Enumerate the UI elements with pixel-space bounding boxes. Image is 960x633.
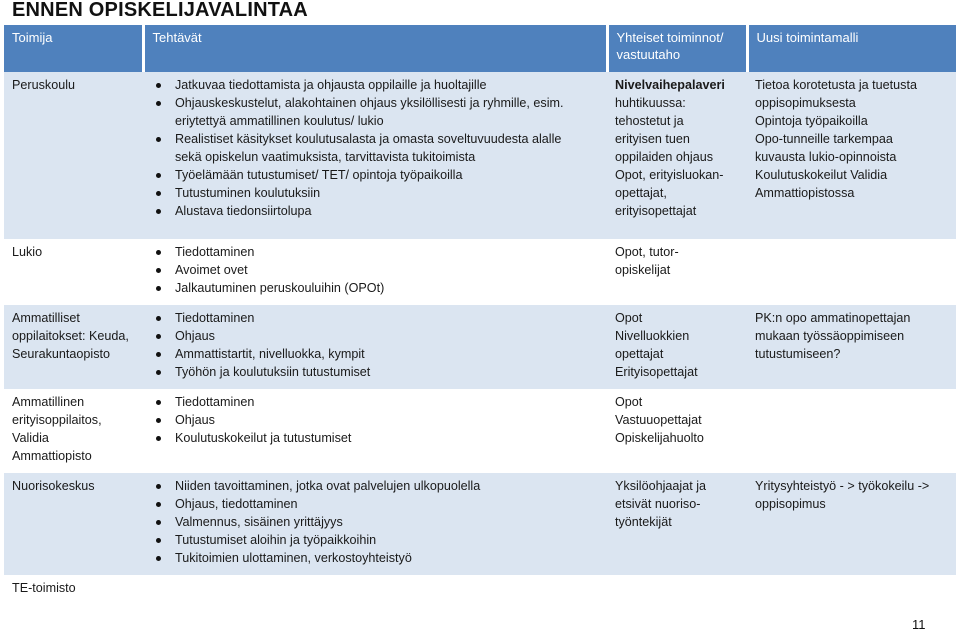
bullet-item: Työelämään tutustumiset/ TET/ opintoja työpaikoilla — [147, 166, 603, 184]
yhteiset-line: työntekijät — [615, 515, 672, 529]
yhteiset-cell — [607, 575, 747, 609]
yhteiset-heading: Nivelvaihepalaveri — [615, 78, 725, 92]
bullet-item-continuation: eriytettyä ammatillinen koulutus/ lukio — [175, 114, 384, 128]
bullet-item: Niiden tavoittaminen, jotka ovat palvelujen ulkopuolella — [147, 477, 603, 495]
bullet-item: Ohjauskeskustelut, alakohtainen ohjaus yksilöllisesti ja ryhmille, esim. — [147, 94, 603, 112]
table-row — [4, 305, 956, 389]
yhteiset-line: Opot — [615, 311, 643, 325]
header-tehtavat: Tehtävät — [143, 25, 607, 72]
bullet-item: Tiedottaminen — [147, 243, 603, 261]
yhteiset-line: etsivät nuoriso- — [615, 497, 701, 511]
bullet-item: Realistiset käsitykset koulutusalasta ja omasta soveltuvuudesta alalle — [147, 130, 603, 148]
uusi-line: Ammattiopistossa — [755, 186, 855, 200]
uusi-cell — [747, 72, 956, 239]
table-row — [4, 389, 956, 473]
uusi-line: mukaan työssäoppimiseen — [755, 329, 905, 343]
uusi-line: oppisopimus — [755, 497, 826, 511]
bullet-item: Tiedottaminen — [147, 309, 603, 327]
bullet-item: Alustava tiedonsiirtolupa — [147, 202, 603, 220]
uusi-cell — [747, 575, 956, 609]
yhteiset-line: Vastuuopettajat — [615, 413, 702, 427]
uusi-cell — [747, 389, 956, 473]
bullet-item: Ohjaus, tiedottaminen — [147, 495, 603, 513]
bullet-item: Koulutuskokeilut ja tutustumiset — [147, 429, 603, 447]
yhteiset-line: huhtikuussa: — [615, 96, 686, 110]
uusi-cell — [747, 305, 956, 389]
toimija-cell — [4, 72, 143, 239]
header-toimija: Toimija — [4, 25, 143, 72]
toimija-line: Ammatilliset — [12, 311, 80, 325]
bullet-item: Avoimet ovet — [147, 261, 603, 279]
yhteiset-line: tehostetut ja — [615, 114, 684, 128]
header-yhteiset: Yhteiset toiminnot/ vastuutaho — [607, 25, 747, 72]
tehtavat-cell — [143, 72, 607, 239]
header-uusi: Uusi toimintamalli — [747, 25, 956, 72]
toimija-cell — [4, 305, 143, 389]
toimija-cell — [4, 239, 143, 305]
yhteiset-line: erityisen tuen — [615, 132, 690, 146]
yhteiset-line: oppilaiden ohjaus — [615, 150, 714, 164]
tehtavat-cell — [143, 239, 607, 305]
yhteiset-line: opiskelijat — [615, 263, 671, 277]
table-row — [4, 473, 956, 575]
yhteiset-line: Opot — [615, 395, 643, 409]
page-title: ENNEN OPISKELIJAVALINTAA — [12, 0, 308, 21]
yhteiset-line: opettajat, — [615, 186, 667, 200]
bullet-item: Tiedottaminen — [147, 393, 603, 411]
toimija-line: TE-toimisto — [12, 581, 76, 595]
tehtavat-cell — [143, 473, 607, 575]
table-row — [4, 72, 956, 239]
tehtavat-cell — [143, 575, 607, 609]
transition-table — [4, 25, 956, 609]
yhteiset-line: Opiskelijahuolto — [615, 431, 704, 445]
bullet-item: Tutustuminen koulutuksiin — [147, 184, 603, 202]
toimija-line: Ammattiopisto — [12, 449, 92, 463]
toimija-cell — [4, 575, 143, 609]
yhteiset-cell — [607, 389, 747, 473]
bullet-item: Ohjaus — [147, 411, 603, 429]
yhteiset-line: opettajat — [615, 347, 664, 361]
yhteiset-line: Opot, tutor- — [615, 245, 679, 259]
bullet-item: Ammattistartit, nivelluokka, kympit — [147, 345, 603, 363]
toimija-line: Seurakuntaopisto — [12, 347, 111, 361]
toimija-cell — [4, 389, 143, 473]
toimija-line: Ammatillinen — [12, 395, 85, 409]
yhteiset-line: Opot, erityisluokan- — [615, 168, 724, 182]
bullet-item: Ohjaus — [147, 327, 603, 345]
toimija-line: erityisoppilaitos, — [12, 413, 102, 427]
yhteiset-cell — [607, 239, 747, 305]
uusi-line: Yritysyhteistyö - > työkokeilu -> — [755, 479, 930, 493]
yhteiset-line: Erityisopettajat — [615, 365, 698, 379]
tehtavat-cell — [143, 389, 607, 473]
uusi-line: kuvausta lukio-opinnoista — [755, 150, 897, 164]
table-row — [4, 575, 956, 609]
tehtavat-cell — [143, 305, 607, 389]
uusi-cell — [747, 473, 956, 575]
toimija-line: Nuorisokeskus — [12, 479, 95, 493]
uusi-line: Opintoja työpaikoilla — [755, 114, 868, 128]
bullet-item: Työhön ja koulutuksiin tutustumiset — [147, 363, 603, 381]
yhteiset-line: Nivelluokkien — [615, 329, 690, 343]
uusi-line: oppisopimuksesta — [755, 96, 856, 110]
yhteiset-cell — [607, 72, 747, 239]
bullet-item: Jalkautuminen peruskouluihin (OPOt) — [147, 279, 603, 297]
bullet-item: Jatkuvaa tiedottamista ja ohjausta oppilaille ja huoltajille — [147, 76, 603, 94]
toimija-line: Validia — [12, 431, 49, 445]
bullet-item: Tutustumiset aloihin ja työpaikkoihin — [147, 531, 603, 549]
uusi-cell — [747, 239, 956, 305]
yhteiset-cell — [607, 305, 747, 389]
yhteiset-line: Yksilöohjaajat ja — [615, 479, 707, 493]
yhteiset-cell — [607, 473, 747, 575]
uusi-line: Opo-tunneille tarkempaa — [755, 132, 893, 146]
toimija-line: Lukio — [12, 245, 43, 259]
header-row — [4, 25, 956, 72]
toimija-cell — [4, 473, 143, 575]
table-row — [4, 239, 956, 305]
uusi-line: Tietoa korotetusta ja tuetusta — [755, 78, 917, 92]
uusi-line: tutustumiseen? — [755, 347, 841, 361]
uusi-line: PK:n opo ammatinopettajan — [755, 311, 911, 325]
yhteiset-line: erityisopettajat — [615, 204, 697, 218]
uusi-line: Koulutuskokeilut Validia — [755, 168, 888, 182]
bullet-item: Tukitoimien ulottaminen, verkostoyhteistyö — [147, 549, 603, 567]
toimija-line: oppilaitokset: Keuda, — [12, 329, 129, 343]
bullet-item-continuation: sekä opiskelun vaatimuksista, tarvittavista tukitoimista — [175, 150, 476, 164]
page-number: 11 — [912, 617, 926, 632]
bullet-item: Valmennus, sisäinen yrittäjyys — [147, 513, 603, 531]
toimija-line: Peruskoulu — [12, 78, 76, 92]
